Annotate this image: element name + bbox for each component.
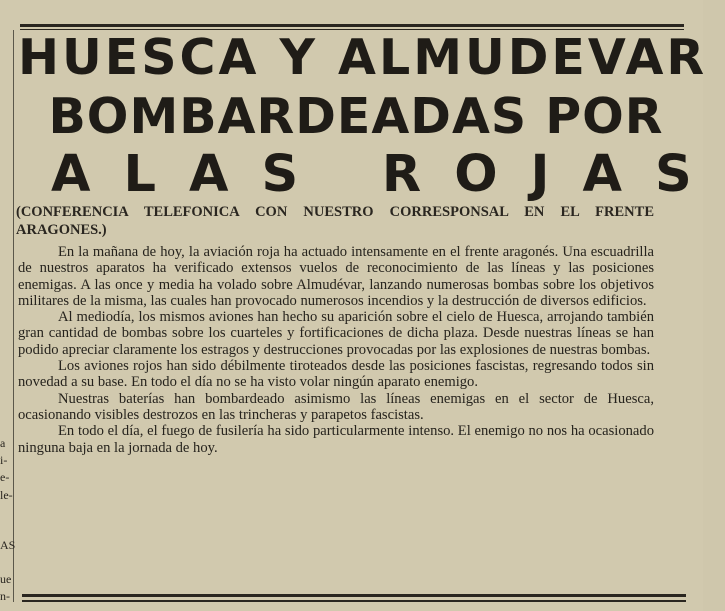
bottom-rule-thin: [22, 600, 686, 602]
article-paragraph: En la mañana de hoy, la aviación roja ha actuado intensamente en el frente aragonés. Una escuadrilla de nuestros aparatos ha verificado extensos vuelos de reconocimiento de las líneas y las posiciones enemigas. A las once y media ha volado sobre Almudévar, lanzando numerosas bombas sobre los objetivos militares de la misma, las cuales han provocado numerosos incendios y la destrucción de diversos edificios.: [18, 244, 654, 309]
top-rule-thick: [20, 24, 684, 27]
headline-line-1: HUESCA Y ALMUDEVAR: [18, 29, 708, 86]
adjacent-column-fragment: n-: [0, 589, 10, 603]
adjacent-column-fragment: i-: [0, 453, 8, 467]
adjacent-column-fragment: AS: [0, 538, 16, 552]
adjacent-column-fragment: a: [0, 436, 6, 450]
article-paragraph: Al mediodía, los mismos aviones han hecho su aparición sobre el cielo de Huesca, arrojando también gran cantidad de bombas sobre los cuarteles y fortificaciones de dicha plaza. Desde nuestras líneas se han podido apreciar claramente los estragos y destrucciones provocadas por las explosiones de nuestras bombas.: [18, 309, 654, 358]
adjacent-column-fragment: le-: [0, 488, 13, 502]
headline-line-3: ALAS ROJAS: [51, 145, 725, 204]
headline-line-2: BOMBARDEADAS POR: [48, 88, 664, 145]
article-subhead: (CONFERENCIA TELEFONICA CON NUESTRO CORRESPONSAL EN EL FRENTE ARAGONES.): [16, 204, 654, 238]
adjacent-column-fragment: e-: [0, 470, 10, 484]
article-paragraph: Los aviones rojos han sido débilmente tiroteados desde las posiciones fascistas, regresando todos sin novedad a su base. En todo el día no se ha visto volar ningún aparato enemigo.: [18, 358, 654, 391]
column-divider: [13, 30, 14, 602]
adjacent-column-fragment: ue: [0, 572, 12, 586]
article-paragraph: En todo el día, el fuego de fusilería ha sido particularmente intenso. El enemigo no nos ha ocasionado ninguna baja en la jornada de hoy.: [18, 423, 654, 456]
bottom-rule-thick: [22, 594, 686, 597]
adjacent-column: [0, 0, 16, 611]
article-body: [18, 244, 654, 456]
article-paragraph: Nuestras baterías han bombardeado asimismo las líneas enemigas en el sector de Huesca, ocasionando visibles destrozos en las trincheras y parapetos fascistas.: [18, 390, 654, 423]
